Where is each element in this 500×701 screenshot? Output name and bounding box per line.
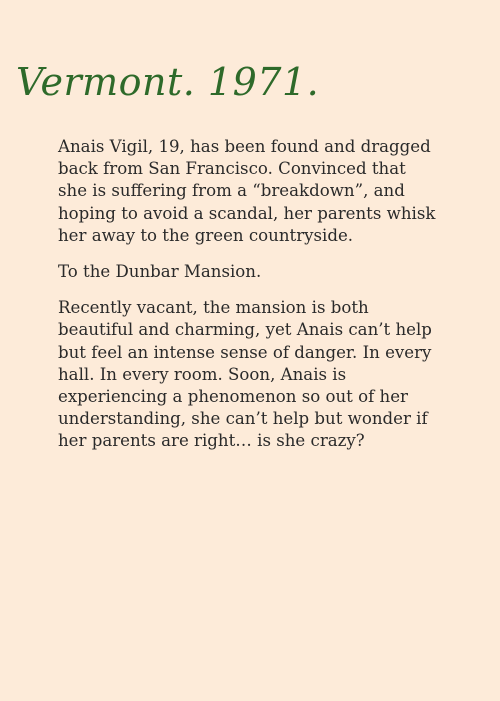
page-title: Vermont. 1971. — [16, 60, 320, 104]
synopsis-paragraph-2: To the Dunbar Mansion. — [58, 262, 262, 282]
synopsis-paragraph-1: Anais Vigil, 19, has been found and dragged back from San Francisco. Convinced that she is suffering from a “breakdown”, and hoping to avoid a scandal, her parents whisk her away to the green countryside. — [58, 137, 436, 245]
synopsis-paragraph-3: Recently vacant, the mansion is both beautiful and charming, yet Anais can’t help but feel an intense sense of danger. In every hall. In every room. Soon, Anais is experiencing a phenomenon so out of her understanding, she can’t help but wonder if her parents are right… is she crazy? — [58, 298, 432, 451]
synopsis-body — [58, 136, 438, 467]
